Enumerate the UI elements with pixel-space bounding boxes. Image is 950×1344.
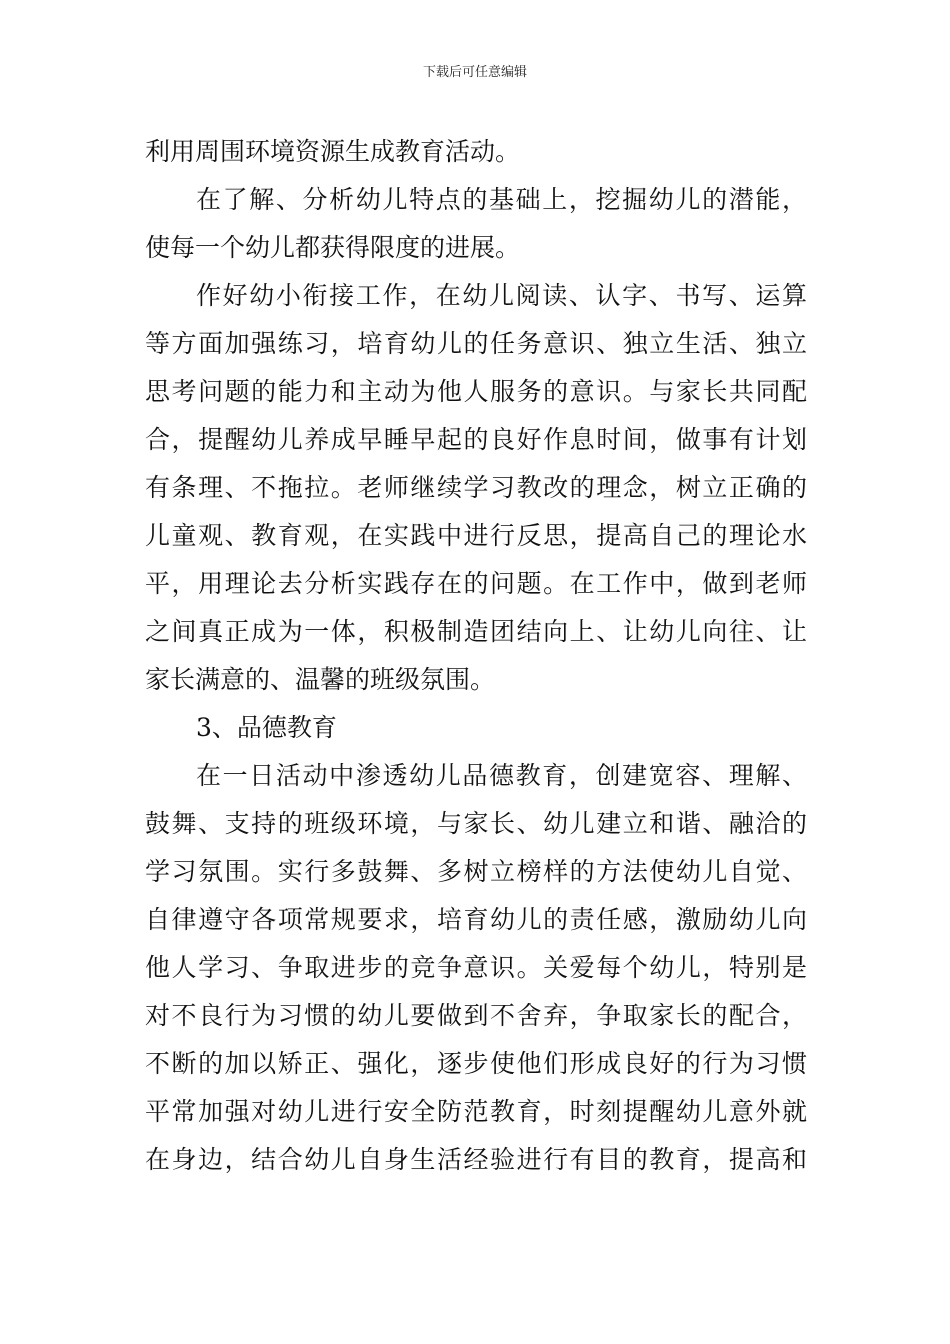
page-header: 下载后可任意编辑 [422,65,527,80]
text-line: 儿童观、教育观，在实践中进行反思，提高自己的理论水 [145,521,807,550]
text-line: 3、品德教育 [196,713,337,742]
text-line: 思考问题的能力和主动为他人服务的意识。与家长共同配 [145,377,807,406]
text-line: 平，用理论去分析实践存在的问题。在工作中，做到老师 [145,569,807,598]
text-line: 利用周围环境资源生成教育活动。 [145,137,521,166]
text-line: 对不良行为习惯的幼儿要做到不舍弃，争取家长的配合， [145,1001,807,1030]
text-line: 不断的加以矫正、强化，逐步使他们形成良好的行为习惯 [145,1049,807,1078]
text-line: 合，提醒幼儿养成早睡早起的良好作息时间，做事有计划 [145,425,807,454]
text-line: 在身边，结合幼儿自身生活经验进行有目的教育，提高和 [145,1145,807,1174]
text-line: 在一日活动中渗透幼儿品德教育，创建宽容、理解、 [196,761,807,790]
text-line: 等方面加强练习，培育幼儿的任务意识、独立生活、独立 [145,329,807,358]
text-line: 学习氛围。实行多鼓舞、多树立榜样的方法使幼儿自觉、 [145,857,807,886]
text-line: 之间真正成为一体，积极制造团结向上、让幼儿向往、让 [145,617,807,646]
text-line: 作好幼小衔接工作，在幼儿阅读、认字、书写、运算 [196,281,807,310]
text-line: 自律遵守各项常规要求，培育幼儿的责任感，激励幼儿向 [145,905,807,934]
text-line: 有条理、不拖拉。老师继续学习教改的理念，树立正确的 [145,473,807,502]
text-line: 使每一个幼儿都获得限度的进展。 [145,233,521,262]
text-line: 家长满意的、温馨的班级氛围。 [145,665,496,694]
text-line: 鼓舞、支持的班级环境，与家长、幼儿建立和谐、融洽的 [145,809,807,838]
document-body [145,128,807,1184]
text-line: 平常加强对幼儿进行安全防范教育，时刻提醒幼儿意外就 [145,1097,807,1126]
text-line: 在了解、分析幼儿特点的基础上，挖掘幼儿的潜能， [196,185,807,214]
text-line: 他人学习、争取进步的竞争意识。关爱每个幼儿，特别是 [145,953,807,982]
